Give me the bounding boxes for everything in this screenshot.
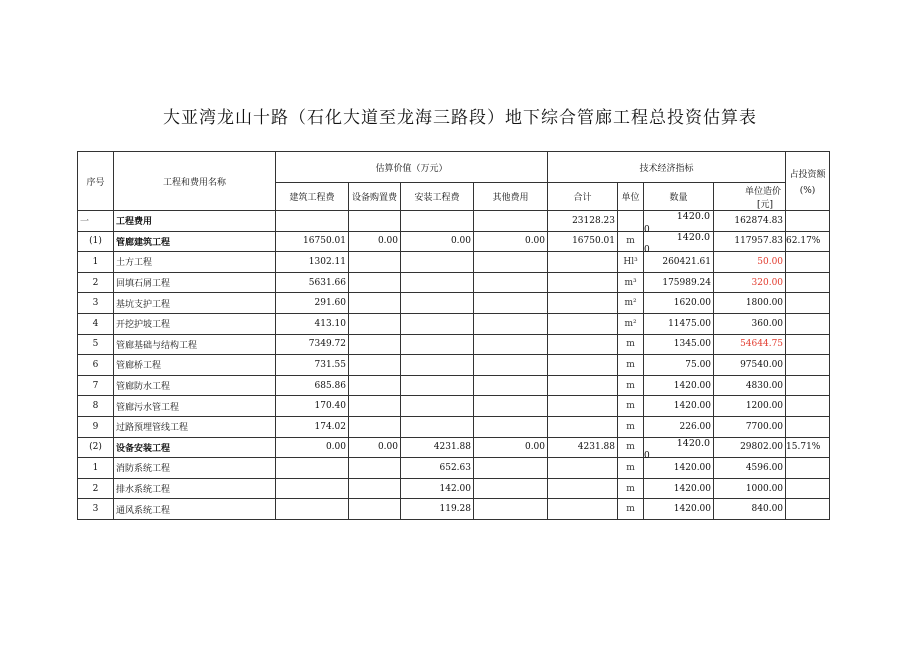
- cell-total: 4231.88: [548, 437, 618, 458]
- cell-ratio: [786, 211, 830, 232]
- cell-quantity: 11475.00: [644, 313, 714, 334]
- cell-total: [548, 252, 618, 273]
- cell-ratio: [786, 478, 830, 499]
- cell-installation: 119.28: [401, 499, 474, 520]
- cell-quantity: 175989.24: [644, 272, 714, 293]
- cell-equipment: [349, 396, 401, 417]
- cell-other: [474, 252, 548, 273]
- cell-quantity: 75.00: [644, 355, 714, 376]
- cell-name: 管廊建筑工程: [114, 231, 276, 252]
- cell-seq: 3: [78, 293, 114, 314]
- cell-name: 设备安装工程: [114, 437, 276, 458]
- cell-unit: m: [618, 334, 644, 355]
- cell-quantity: 1345.00: [644, 334, 714, 355]
- cell-installation: [401, 355, 474, 376]
- cell-installation: [401, 252, 474, 273]
- cell-total: [548, 313, 618, 334]
- cell-equipment: [349, 211, 401, 232]
- cell-seq: 7: [78, 375, 114, 396]
- cell-other: [474, 396, 548, 417]
- cell-installation: [401, 416, 474, 437]
- cell-other: 0.00: [474, 437, 548, 458]
- cell-other: [474, 334, 548, 355]
- cell-total: [548, 334, 618, 355]
- cell-quantity-value: 1420.0: [676, 211, 711, 222]
- cell-unit-price: 162874.83: [714, 211, 786, 232]
- table-row: [78, 375, 830, 396]
- cell-installation: [401, 396, 474, 417]
- cell-other: [474, 355, 548, 376]
- cell-installation: [401, 375, 474, 396]
- cell-ratio: [786, 416, 830, 437]
- cell-total: [548, 499, 618, 520]
- cell-unit: m³: [618, 272, 644, 293]
- table-row: [78, 334, 830, 355]
- cell-seq: 1: [78, 252, 114, 273]
- cell-name: 消防系统工程: [114, 458, 276, 479]
- cell-unit-price: 1000.00: [714, 478, 786, 499]
- cell-unit: m²: [618, 293, 644, 314]
- header-unit-price-unit: [元]: [757, 199, 774, 210]
- table-row: [78, 272, 830, 293]
- cell-installation: [401, 313, 474, 334]
- cell-equipment: [349, 416, 401, 437]
- cell-construction: [276, 478, 349, 499]
- cell-other: [474, 272, 548, 293]
- cell-equipment: [349, 478, 401, 499]
- cell-total: 23128.23: [548, 211, 618, 232]
- header-other: 其他费用: [474, 183, 548, 211]
- cell-other: [474, 458, 548, 479]
- cell-unit-price: 29802.00: [714, 437, 786, 458]
- cell-total: [548, 416, 618, 437]
- cell-quantity: 260421.61: [644, 252, 714, 273]
- cell-other: [474, 211, 548, 232]
- cell-construction: 413.10: [276, 313, 349, 334]
- cell-ratio: [786, 375, 830, 396]
- cell-ratio: [786, 458, 830, 479]
- cell-other: [474, 293, 548, 314]
- cell-unit-price: 4830.00: [714, 375, 786, 396]
- cell-quantity-tail: 0: [644, 451, 650, 462]
- cell-installation: 652.63: [401, 458, 474, 479]
- cell-installation: 4231.88: [401, 437, 474, 458]
- cell-other: [474, 416, 548, 437]
- header-estimate-group: 估算价值（万元）: [276, 152, 548, 183]
- header-tech-group: 技术经济指标: [548, 152, 786, 183]
- cell-equipment: 0.00: [349, 437, 401, 458]
- cell-seq: 一: [78, 211, 114, 232]
- cell-installation: 0.00: [401, 231, 474, 252]
- cell-construction: [276, 458, 349, 479]
- cell-seq: 2: [78, 478, 114, 499]
- header-name: 工程和费用名称: [114, 152, 276, 211]
- cell-construction: 1302.11: [276, 252, 349, 273]
- cell-ratio: 15.71%: [786, 437, 830, 458]
- cell-equipment: [349, 499, 401, 520]
- cell-unit-price: 117957.83: [714, 231, 786, 252]
- cell-equipment: [349, 313, 401, 334]
- cell-name: 开挖护坡工程: [114, 313, 276, 334]
- cell-name: 过路预埋管线工程: [114, 416, 276, 437]
- cell-quantity: 1420.00: [644, 396, 714, 417]
- cell-unit-price: 4596.00: [714, 458, 786, 479]
- cell-unit-price: 840.00: [714, 499, 786, 520]
- cell-equipment: 0.00: [349, 231, 401, 252]
- table-row: [78, 499, 830, 520]
- header-ratio: [786, 152, 830, 211]
- header-seq: 序号: [78, 152, 114, 211]
- cell-total: [548, 355, 618, 376]
- cell-ratio: [786, 396, 830, 417]
- cell-quantity: 1620.00: [644, 293, 714, 314]
- cell-construction: 7349.72: [276, 334, 349, 355]
- cell-equipment: [349, 334, 401, 355]
- cell-total: [548, 458, 618, 479]
- table-row: [78, 313, 830, 334]
- cell-quantity-tail: 0: [644, 245, 650, 256]
- cell-quantity: 1420.00: [644, 375, 714, 396]
- cell-seq: 5: [78, 334, 114, 355]
- cell-construction: 731.55: [276, 355, 349, 376]
- cell-unit: [618, 211, 644, 232]
- cell-ratio: [786, 293, 830, 314]
- cell-other: [474, 313, 548, 334]
- cell-seq: 1: [78, 458, 114, 479]
- cell-construction: 0.00: [276, 437, 349, 458]
- cell-installation: [401, 272, 474, 293]
- cell-other: [474, 499, 548, 520]
- table-row: [78, 293, 830, 314]
- cell-quantity: 226.00: [644, 416, 714, 437]
- cell-name: 工程费用: [114, 211, 276, 232]
- cell-ratio: [786, 499, 830, 520]
- cell-equipment: [349, 375, 401, 396]
- cell-unit-price: 1200.00: [714, 396, 786, 417]
- cell-other: [474, 478, 548, 499]
- cell-total: [548, 272, 618, 293]
- cell-seq: 8: [78, 396, 114, 417]
- cell-quantity-tail: 0: [644, 224, 650, 235]
- header-unit: 单位: [618, 183, 644, 211]
- cell-name: 管廊防水工程: [114, 375, 276, 396]
- cell-name: 管廊污水管工程: [114, 396, 276, 417]
- table-row: [78, 416, 830, 437]
- cell-seq: 6: [78, 355, 114, 376]
- cell-name: 回填石屑工程: [114, 272, 276, 293]
- cell-name: 管廊基础与结构工程: [114, 334, 276, 355]
- cell-seq: 9: [78, 416, 114, 437]
- cell-construction: 174.02: [276, 416, 349, 437]
- cell-unit: m: [618, 231, 644, 252]
- table-row: [78, 211, 830, 232]
- cell-other: [474, 375, 548, 396]
- cell-unit: Hl³: [618, 252, 644, 273]
- cell-unit: m: [618, 416, 644, 437]
- cell-construction: 5631.66: [276, 272, 349, 293]
- table-row: [78, 231, 830, 252]
- table-row: [78, 252, 830, 273]
- cell-installation: [401, 211, 474, 232]
- header-unit-price-label: 单位造价: [745, 186, 782, 197]
- cell-equipment: [349, 252, 401, 273]
- investment-estimate-table: [77, 151, 830, 520]
- cell-quantity-value: 1420.0: [676, 231, 711, 243]
- header-construction: 建筑工程费: [276, 183, 349, 211]
- cell-installation: [401, 334, 474, 355]
- cell-unit-price: 360.00: [714, 313, 786, 334]
- cell-total: [548, 293, 618, 314]
- cell-seq: 2: [78, 272, 114, 293]
- cell-name: 土方工程: [114, 252, 276, 273]
- cell-ratio: [786, 313, 830, 334]
- cell-name: 基坑支护工程: [114, 293, 276, 314]
- cell-unit: m: [618, 478, 644, 499]
- cell-unit-price: 1800.00: [714, 293, 786, 314]
- cell-ratio: [786, 272, 830, 293]
- cell-installation: 142.00: [401, 478, 474, 499]
- header-installation: 安装工程费: [401, 183, 474, 211]
- cell-name: 通风系统工程: [114, 499, 276, 520]
- cell-total: [548, 396, 618, 417]
- cell-name: 管廊桥工程: [114, 355, 276, 376]
- cell-seq: 4: [78, 313, 114, 334]
- cell-quantity: 1420.00: [644, 458, 714, 479]
- cell-unit-price: 50.00: [714, 252, 786, 273]
- cell-quantity: [644, 211, 714, 235]
- cell-other: 0.00: [474, 231, 548, 252]
- table-row: [78, 437, 830, 458]
- cell-unit: m: [618, 355, 644, 376]
- cell-name: 排水系统工程: [114, 478, 276, 499]
- cell-equipment: [349, 355, 401, 376]
- cell-unit: m: [618, 375, 644, 396]
- cell-construction: 170.40: [276, 396, 349, 417]
- cell-construction: 291.60: [276, 293, 349, 314]
- cell-ratio: [786, 355, 830, 376]
- header-quantity: 数量: [644, 183, 714, 211]
- cell-unit: m: [618, 458, 644, 479]
- cell-total: [548, 478, 618, 499]
- cell-unit: m: [618, 499, 644, 520]
- cell-seq: 3: [78, 499, 114, 520]
- cell-ratio: [786, 334, 830, 355]
- table-row: [78, 396, 830, 417]
- cell-unit: m: [618, 437, 644, 458]
- header-equipment: 设备购置费: [349, 183, 401, 211]
- cell-unit: m: [618, 396, 644, 417]
- cell-equipment: [349, 458, 401, 479]
- cell-unit-price: 97540.00: [714, 355, 786, 376]
- cell-quantity-value: 1420.0: [676, 437, 711, 449]
- cell-unit: m²: [618, 313, 644, 334]
- table-row: [78, 458, 830, 479]
- cell-total: [548, 375, 618, 396]
- cell-seq: (1): [78, 231, 114, 252]
- table-row: [78, 478, 830, 499]
- cell-construction: 685.86: [276, 375, 349, 396]
- document-title: 大亚湾龙山十路（石化大道至龙海三路段）地下综合管廊工程总投资估算表: [163, 108, 757, 128]
- table-row: [78, 355, 830, 376]
- header-ratio-label: 占投资额: [789, 169, 826, 180]
- cell-installation: [401, 293, 474, 314]
- header-total: 合计: [548, 183, 618, 211]
- cell-ratio: 62.17%: [786, 231, 830, 252]
- header-unit-price: [714, 183, 786, 211]
- cell-quantity: 1420.00: [644, 499, 714, 520]
- cell-construction: 16750.01: [276, 231, 349, 252]
- cell-equipment: [349, 293, 401, 314]
- cell-construction: [276, 211, 349, 232]
- cell-unit-price: 54644.75: [714, 334, 786, 355]
- cell-unit-price: 7700.00: [714, 416, 786, 437]
- cell-total: 16750.01: [548, 231, 618, 252]
- header-ratio-unit: (%): [799, 185, 816, 196]
- cell-construction: [276, 499, 349, 520]
- cell-equipment: [349, 272, 401, 293]
- cell-unit-price: 320.00: [714, 272, 786, 293]
- cell-quantity: [644, 231, 714, 256]
- cell-ratio: [786, 252, 830, 273]
- cell-quantity: 1420.00: [644, 478, 714, 499]
- cell-quantity: [644, 437, 714, 462]
- cell-seq: (2): [78, 437, 114, 458]
